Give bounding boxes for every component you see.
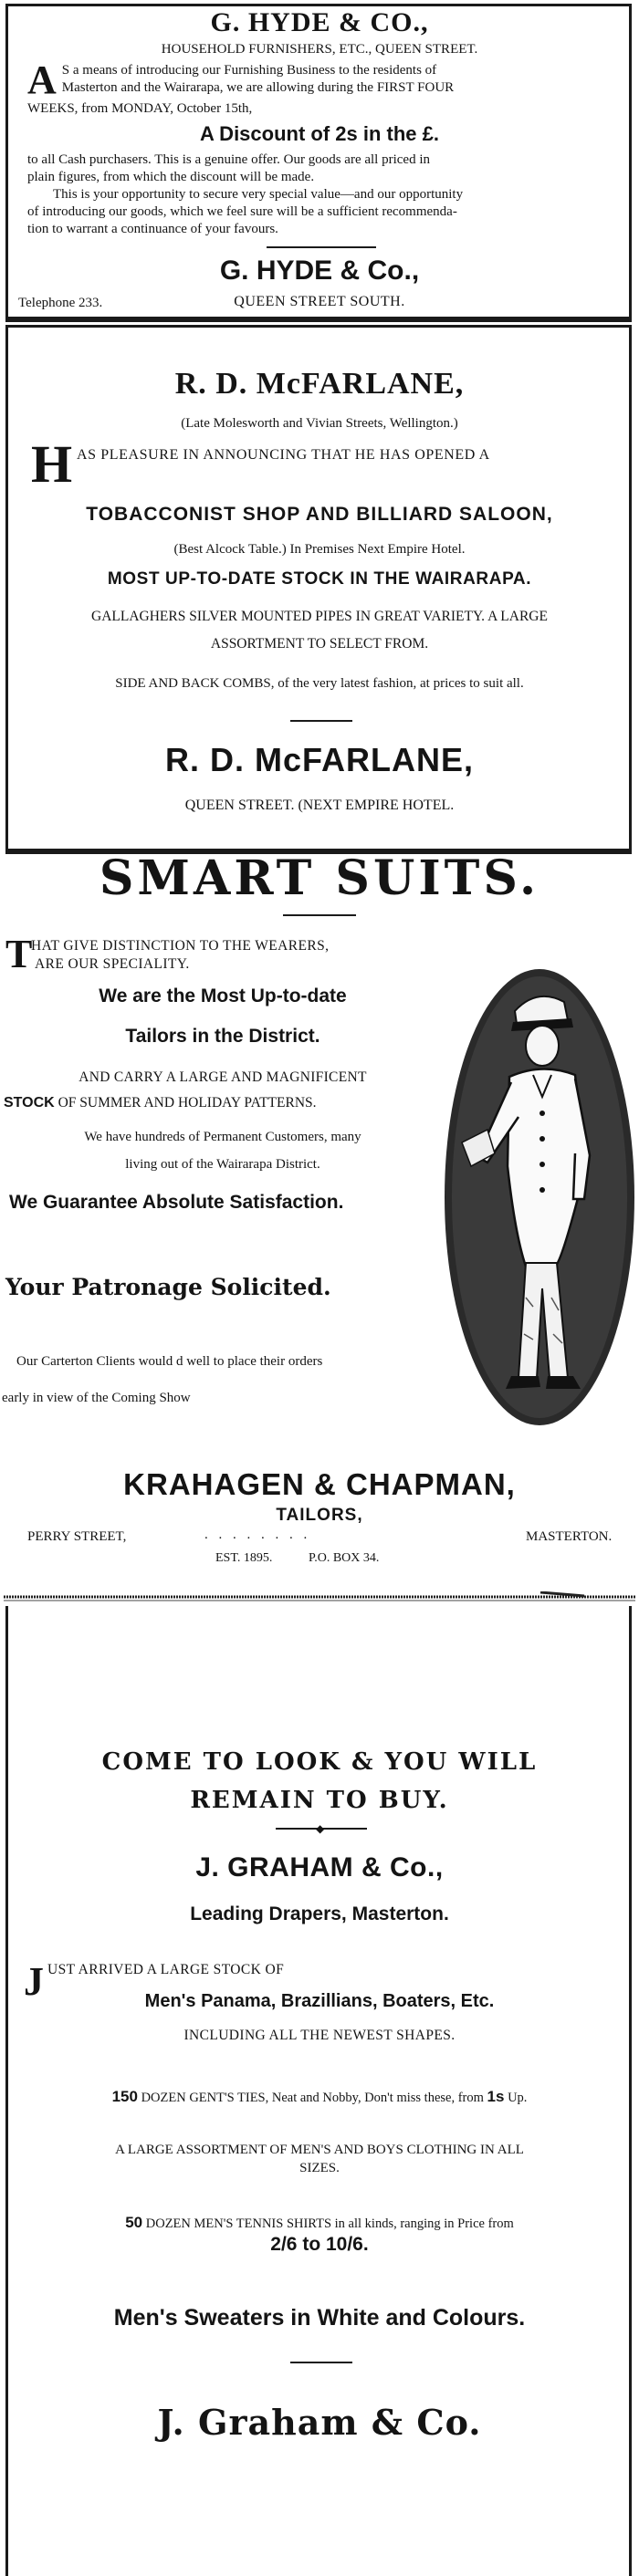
ad-graham-headline1: COME TO LOOK & YOU WILL <box>101 1748 538 1776</box>
ad-krahagen-dots: . . . . . . . . <box>204 1528 311 1542</box>
ad-mcfarlane-line3: (Best Alcock Table.) In Premises Next Empire Hotel. <box>173 542 466 557</box>
ad-graham-shirts-price: 2/6 to 10/6. <box>270 2234 369 2255</box>
ad-graham-line2: Men's Panama, Brazillians, Boaters, Etc. <box>144 1991 495 2011</box>
ad-krahagen-trade: TAILORS, <box>276 1506 363 1525</box>
ad-graham-shirts-text: DOZEN MEN'S TENNIS SHIRTS in all kinds, ranging in Price from <box>142 2216 514 2231</box>
ad-krahagen-pobox: P.O. BOX 34. <box>309 1551 380 1565</box>
ad-mcfarlane-line7: SIDE AND BACK COMBS, of the very latest fashion, at prices to suit all. <box>115 676 524 691</box>
ad-krahagen-line11: Our Carterton Clients would d well to place their orders <box>16 1354 323 1369</box>
ad-graham-dropcap: J <box>24 1959 44 2004</box>
ad-hyde-body-line3: This is your opportunity to secure very special value—and our opportunity <box>53 187 464 202</box>
ad-mcfarlane-address: QUEEN STREET. (NEXT EMPIRE HOTEL. <box>184 798 455 813</box>
ad-hyde-signature: G. HYDE & Co., <box>219 256 420 286</box>
ad-hyde-intro-line1: S a means of introducing our Furnishing Business to the residents of <box>61 63 437 78</box>
ad-graham-shirts <box>0 2214 639 2232</box>
ad-krahagen-line1: HAT GIVE DISTINCTION TO THE WEARERS, <box>31 938 330 954</box>
ad-krahagen-line6-rest: OF SUMMER AND HOLIDAY PATTERNS. <box>54 1095 317 1111</box>
ad-mcfarlane-line4: MOST UP-TO-DATE STOCK IN THE WAIRARAPA. <box>107 569 532 589</box>
ad-krahagen-line5: AND CARRY A LARGE AND MAGNIFICENT <box>79 1069 367 1085</box>
ad-krahagen-est: EST. 1895. <box>215 1551 273 1565</box>
ad-hyde-telephone: Telephone 233. <box>18 296 103 310</box>
ad-hyde-discount: A Discount of 2s in the £. <box>200 122 439 145</box>
ad-krahagen-line3: We are the Most Up-to-date <box>99 986 347 1006</box>
ad-krahagen-headline: SMART SUITS. <box>99 850 540 906</box>
ad-graham-rule-ornament: ◆ <box>316 1822 325 1835</box>
ad-graham-ties-text: DOZEN GENT'S TIES, Neat and Nobby, Don't miss these, from <box>137 2091 487 2105</box>
ad-graham-name: J. GRAHAM & Co., <box>195 1852 444 1882</box>
ad-graham-ties <box>0 2088 639 2106</box>
ad-hyde-intro <box>27 57 617 102</box>
ad-hyde-divider <box>267 246 376 248</box>
ad-mcfarlane-divider <box>290 720 352 722</box>
ad-hyde-intro-line3: WEEKS, from MONDAY, October 15th, <box>27 101 253 116</box>
section-separator <box>0 1591 639 1604</box>
ad-krahagen-line2: ARE OUR SPECIALITY. <box>35 956 190 972</box>
ad-mcfarlane-line5: GALLAGHERS SILVER MOUNTED PIPES IN GREAT VARIETY. A LARGE <box>91 609 548 624</box>
ad-hyde-address: QUEEN STREET SOUTH. <box>234 294 405 309</box>
ad-graham-ties-price: 1s <box>487 2088 505 2105</box>
ad-hyde-body-line5: tion to warrant a continuance of your favours. <box>27 222 278 236</box>
ad-krahagen-street: PERRY STREET, <box>27 1529 127 1544</box>
tailor-illustration <box>435 960 639 1442</box>
ad-graham-tagline: Leading Drapers, Masterton. <box>190 1903 449 1924</box>
ad-krahagen-dropcap: T <box>5 932 33 976</box>
ad-graham-ties-up: Up. <box>504 2091 528 2105</box>
ad-krahagen-line6-stock: STOCK <box>4 1095 55 1111</box>
ad-graham-divider <box>290 2362 352 2363</box>
ad-mcfarlane-title: R. D. McFARLANE, <box>174 367 465 401</box>
ad-hyde-body-line4: of introducing our goods, which we feel sure will be a sufficient recommenda- <box>27 204 457 219</box>
ad-krahagen-line10: Your Patronage Solicited. <box>5 1274 331 1300</box>
ad-krahagen-line7: We have hundreds of Permanent Customers, many <box>84 1130 361 1144</box>
ad-mcfarlane-signature: R. D. McFARLANE, <box>164 741 474 778</box>
ad-krahagen-line4: Tailors in the District. <box>125 1026 320 1047</box>
ad-hyde-dropcap: A <box>27 57 57 102</box>
ad-graham-line3: INCLUDING ALL THE NEWEST SHAPES. <box>183 2028 456 2043</box>
ad-graham-ties-qty: 150 <box>111 2088 138 2105</box>
ad-graham-line1: UST ARRIVED A LARGE STOCK OF <box>47 1962 285 1977</box>
ad-hyde-subtitle: HOUSEHOLD FURNISHERS, ETC., QUEEN STREET. <box>161 42 478 57</box>
ad-hyde-body-line2: plain figures, from which the discount will be made. <box>27 170 315 184</box>
ad-krahagen-town: MASTERTON. <box>526 1529 613 1544</box>
ad-graham-headline2: REMAIN TO BUY. <box>190 1787 449 1814</box>
ad-krahagen-line8: living out of the Wairarapa District. <box>125 1157 320 1172</box>
ad-graham-signature: J. Graham & Co. <box>157 2402 482 2443</box>
ad-graham-shirts-qty: 50 <box>125 2214 143 2231</box>
ad-hyde-bottom-border <box>5 317 632 322</box>
ad-hyde-title: G. HYDE & CO., <box>210 7 429 37</box>
ad-mcfarlane-subtitle: (Late Molesworth and Vivian Streets, Wellington.) <box>181 416 458 431</box>
ad-krahagen-line6 <box>4 1095 317 1111</box>
ad-graham-clothing1: A LARGE ASSORTMENT OF MEN'S AND BOYS CLOTHING IN ALL <box>115 2143 524 2157</box>
ad-krahagen-signature: KRAHAGEN & CHAPMAN, <box>123 1467 516 1501</box>
ad-mcfarlane-line6: ASSORTMENT TO SELECT FROM. <box>210 636 429 652</box>
ad-krahagen-headline-rule <box>283 914 356 916</box>
ad-hyde-body-line1: to all Cash purchasers. This is a genuine offer. Our goods are all priced in <box>27 152 430 167</box>
ad-mcfarlane-dropcap: H <box>31 434 73 494</box>
ad-mcfarlane-line1: AS PLEASURE IN ANNOUNCING THAT HE HAS OPENED A <box>77 447 490 463</box>
ad-graham-clothing2: SIZES. <box>299 2161 340 2175</box>
ad-hyde-intro-line2: Masterton and the Wairarapa, we are allowing during the FIRST FOUR <box>61 80 455 95</box>
ad-krahagen-line12: early in view of the Coming Show <box>2 1391 191 1405</box>
ad-krahagen-line9: We Guarantee Absolute Satisfaction. <box>9 1192 344 1213</box>
ad-hyde-body <box>27 151 617 238</box>
ad-mcfarlane-line2: TOBACCONIST SHOP AND BILLIARD SALOON, <box>86 504 553 525</box>
ad-graham-sweaters: Men's Sweaters in White and Colours. <box>113 2305 526 2331</box>
